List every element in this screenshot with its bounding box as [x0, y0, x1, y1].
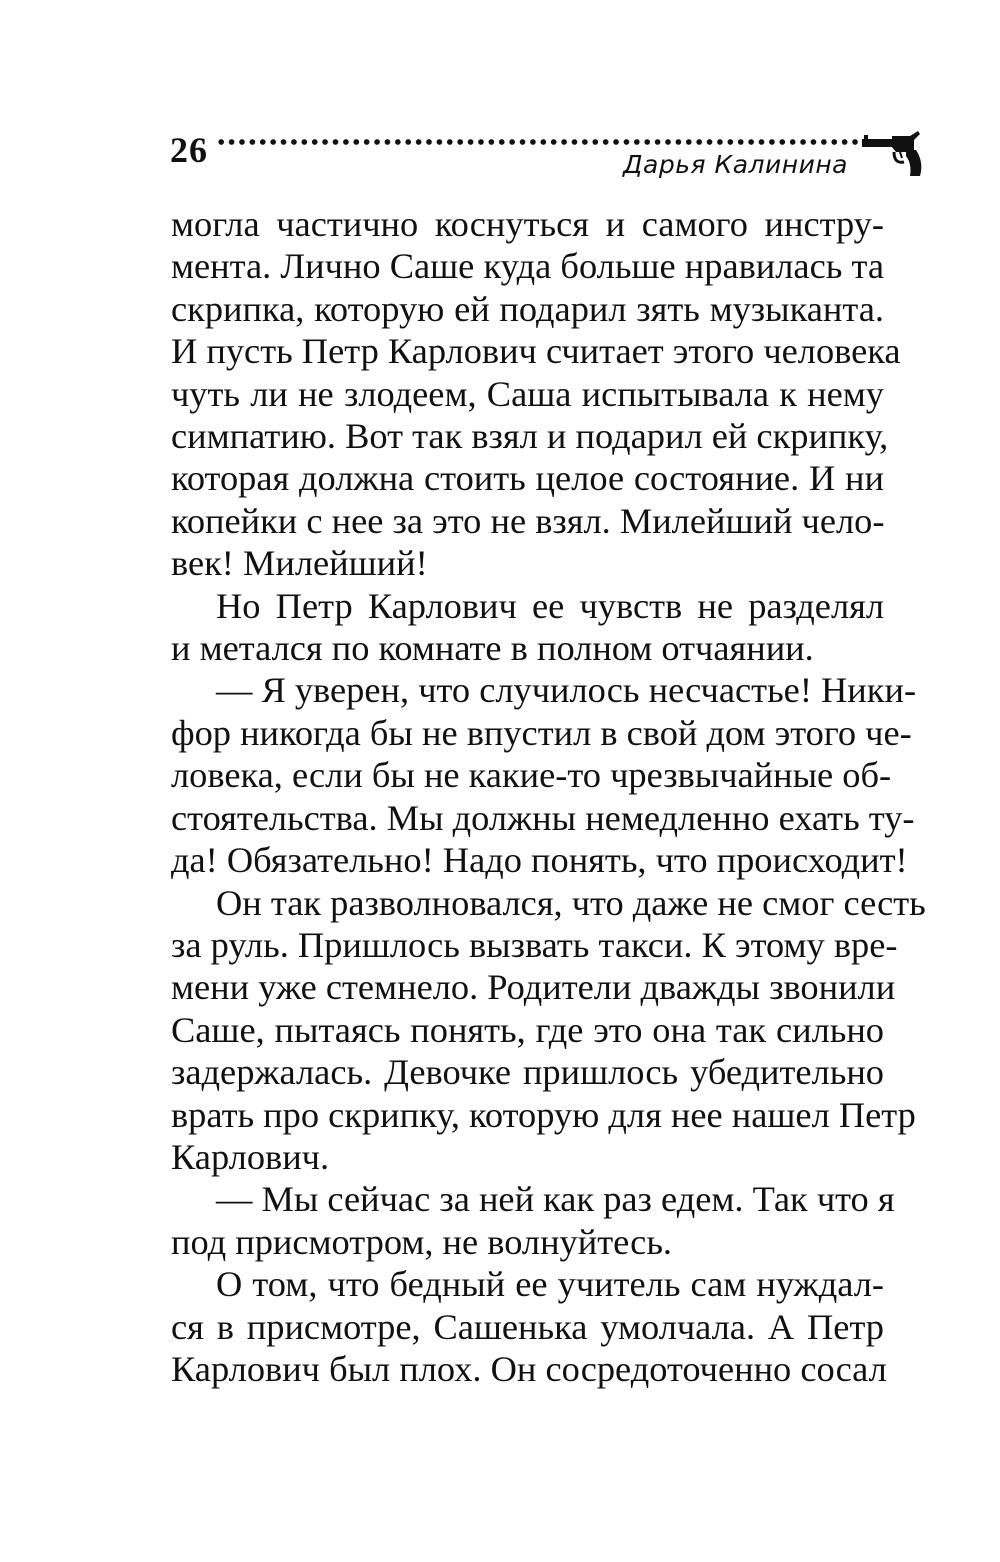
text-line: мента. Лично Саше куда больше нравилась та: [171, 246, 884, 287]
text-line: ловека, если бы не какие-то чрезвычайные об-: [171, 755, 892, 796]
text-line: симпатию. Вот так взял и подарил ей скрипку,: [171, 416, 889, 457]
text-line: Карлович был плох. Он сосредоточенно сосал: [171, 1348, 887, 1389]
text-line: ся в присмотре, Сашенька умолчала. А Петр: [171, 1306, 884, 1347]
text-line: — Я уверен, что случилось несчастье! Ники-: [216, 670, 917, 711]
text-line: чуть ли не злодеем, Саша испытывала к нему: [171, 373, 884, 414]
text-line: мени уже стемнело. Родители дважды звонили: [171, 967, 896, 1008]
body-text: [171, 203, 926, 1390]
text-line: задержалась. Девочке пришлось убедительно: [171, 1052, 884, 1093]
text-line: век! Милейший!: [171, 543, 428, 584]
page-number: 26: [170, 130, 208, 170]
text-line: под присмотром, не волнуйтесь.: [171, 1221, 673, 1262]
running-header: [170, 120, 930, 190]
text-line: за руль. Пришлось вызвать такси. К этому вре-: [171, 924, 898, 965]
author-name: Дарья Калинина: [623, 150, 848, 179]
text-line: могла частично коснуться и самого инстру-: [171, 204, 884, 244]
text-line: О том, что бедный ее учитель сам нуждал-: [216, 1264, 884, 1305]
text-line: копейки с нее за это не взял. Милейший чело-: [171, 500, 885, 541]
text-line: фор никогда бы не впустил в свой дом этого че-: [171, 712, 912, 753]
text-line: И пусть Петр Карлович считает этого человека: [171, 331, 901, 372]
revolver-icon: [862, 130, 924, 178]
text-line: да! Обязательно! Надо понять, что происходит!: [171, 840, 908, 881]
text-line: Карлович.: [171, 1136, 330, 1177]
text-line: врать про скрипку, которую для нее нашел Петр: [171, 1094, 916, 1135]
text-line: Он так разволновался, что даже не смог сесть: [216, 882, 926, 923]
text-line: стоятельства. Мы должны немедленно ехать ту-: [171, 797, 915, 838]
text-line: и метался по комнате в полном отчаянии.: [171, 628, 814, 669]
text-line: которая должна стоить целое состояние. И ни: [171, 458, 884, 499]
text-line: — Мы сейчас за ней как раз едем. Так что я: [216, 1179, 895, 1220]
text-line: скрипка, которую ей подарил зять музыканта.: [171, 288, 884, 329]
text-line: Но Петр Карлович ее чувств не разделял: [216, 585, 884, 626]
text-line: Саше, пытаясь понять, где это она так сильно: [171, 1009, 884, 1050]
dotted-rule: [216, 138, 866, 146]
